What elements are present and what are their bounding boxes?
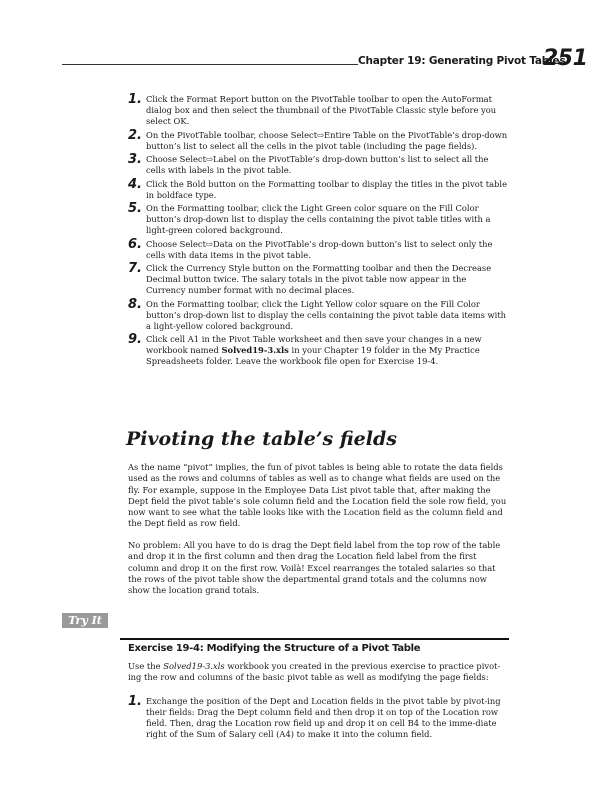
step-text: On the PivotTable toolbar, choose Select⇨Entire Table on the PivotTable’s drop-down button’s list to select all the cells in the pivot table (including the page fields). [146,129,508,151]
step-item [128,127,508,152]
step-text: Choose Select⇨Label on the PivotTable’s drop-down button’s list to select all the cells with labels in the pivot table. [146,154,489,175]
exercise-rule [120,638,509,640]
step-item [128,236,508,261]
step-number: 4. [128,176,142,192]
step-item [128,154,508,176]
page-number: 251 [543,46,588,71]
exercise-intro [128,661,508,683]
step-number: 9. [128,332,142,347]
step-number: 1. [128,92,142,107]
step-number: 8. [128,296,142,312]
exercise-steps-list [128,696,508,743]
workbook-filename: Solved19-3.xls [221,345,289,355]
body-paragraph: No problem: All you have to do is drag the Dept field label from the top row of the table and drop it in the first column and then drag the Location field label from the first column and drop it on the first row. Voilà! Excel rearranges the totaled salaries so that the rows of the pivot table show the departmental grand totals and the columns now show the location grand totals. [128,540,501,596]
step-text: Click the Bold button on the Formatting toolbar to display the titles in the pivot table in boldface type. [146,178,508,200]
step-text: Click the Currency Style button on the Formatting toolbar and then the Decrease Decimal button twice. The salary totals in the pivot table now appear in the Currency number format with no decimal places. [146,263,492,295]
step-item [128,94,508,127]
step-text: Click the Format Report button on the PivotTable toolbar to open the AutoFormat dialog box and then select the thumbnail of the PivotTable Classic style before you select OK. [146,94,497,126]
step-number: 1. [128,694,142,709]
steps-list [128,94,508,370]
intro-text-part: workbook you created in the previous exercise to practice pivot-ing the row and columns of the basic pivot table as well as modifying the page fields: [128,661,501,682]
step-number: 2. [128,127,142,143]
step-text: Exchange the position of the Dept and Location fields in the pivot table by pivot-ing their fields: Drag the Dept column field and then drop it on top of the Location row field. Then, drag the Location row field up and drop it on cell B4 to the imme-diate right of the Sum of Salary cell (A4) to make it into the column field. [146,696,501,739]
step-item [128,263,508,296]
step-number: 5. [128,201,142,216]
header-rule [62,64,358,65]
step-item [128,696,508,740]
intro-text-part: Use the [128,661,164,671]
body-paragraph: As the name “pivot” implies, the fun of pivot tables is being able to rotate the data fields used as the rows and columns of tables as well as to change what fields are used on the fly. For example, suppose in the Employee Data List pivot table that, after making the Dept field the pivot table’s sole column field and the Location field the sole row field, you now want to see what the table looks like with the Location field as the column field and the Dept field as row field. [128,462,507,529]
step-text: On the Formatting toolbar, click the Light Yellow color square on the Fill Color button’s drop-down list to display the cells containing the pivot table data items with a light-yellow colored background. [146,298,507,331]
exercise-title: Exercise 19-4: Modifying the Structure of a Pivot Table [128,643,421,654]
section-heading: Pivoting the table’s fields [126,428,397,450]
step-item [128,203,508,236]
step-number: 6. [128,236,142,252]
step-item [128,296,508,332]
step-item [128,334,508,367]
step-number: 3. [128,152,142,167]
step-text: Choose Select⇨Data on the PivotTable’s drop-down button’s list to select only the cells with data items in the pivot table. [146,238,493,260]
step-text: On the Formatting toolbar, click the Light Green color square on the Fill Color button’s drop-down list to display the cells containing the pivot table titles with a light-green colored background. [146,203,491,235]
step-text-part: in your Chapter 19 folder in the My Practice Spreadsheets folder. Leave the workbook file open for Exercise 19-4. [146,345,480,366]
step-text-part: Click cell A1 in the Pivot Table worksheet and then save your changes in a new workbook named [146,334,482,355]
step-text [146,334,482,366]
step-item [128,176,508,201]
try-it-badge: Try It [62,613,108,628]
step-number: 7. [128,261,142,276]
workbook-filename: Solved19-3.xls [163,661,225,671]
chapter-title: Chapter 19: Generating Pivot Tables [358,55,566,67]
